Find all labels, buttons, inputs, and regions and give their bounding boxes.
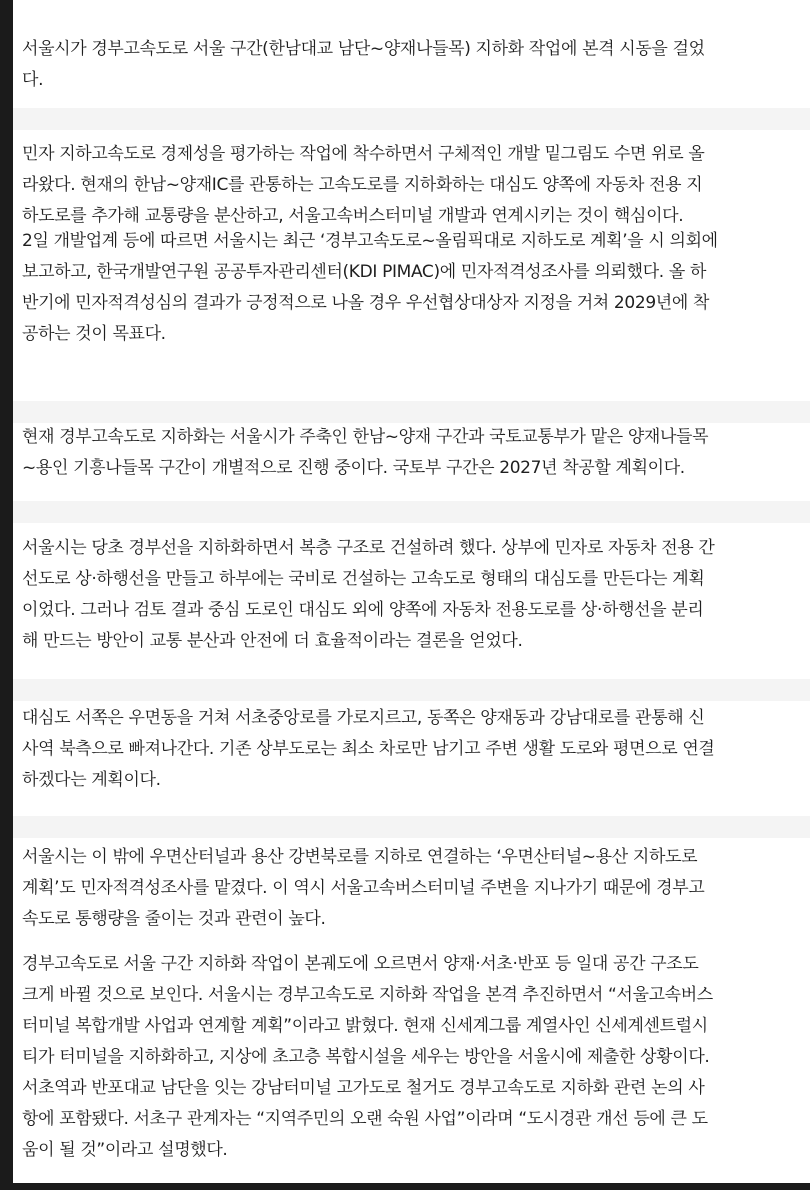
text-line: 경부고속도로 서울 구간 지하화 작업이 본궤도에 오르면서 양재·서초·반포 등 일대 공간 구조도 [22, 954, 699, 974]
text-line: 서울시가 경부고속도로 서울 구간(한남대교 남단~양재나들목) 지하화 작업에 본격 시동을 걸었 [22, 39, 705, 59]
text-line: 다. [22, 70, 44, 90]
text-line: 터미널 복합개발 사업과 연계할 계획”이라고 밝혔다. 현재 신세계그룹 계열사인 신세계센트럴시 [22, 1016, 708, 1036]
article-paragraph-3 [22, 226, 802, 350]
paragraph-separator [13, 401, 810, 423]
left-frame-border [0, 0, 13, 1190]
text-line: 선도로 상·하행선을 만들고 하부에는 국비로 건설하는 고속도로 형태의 대심도를 만든다는 계획 [22, 569, 705, 589]
text-line: 서울시는 당초 경부선을 지하화하면서 복층 구조로 건설하려 했다. 상부에 민자로 자동차 전용 간 [22, 538, 715, 558]
text-line: 움이 될 것”이라고 설명했다. [22, 1140, 228, 1160]
text-line: 사역 북측으로 빠져나간다. 기존 상부도로는 최소 차로만 남기고 주변 생활 도로와 평면으로 연결 [22, 739, 715, 759]
text-line: ~용인 기흥나들목 구간이 개별적으로 진행 중이다. 국토부 구간은 2027년 착공할 계획이다. [22, 458, 685, 478]
article-paragraph-6 [22, 703, 802, 796]
paragraph-separator [13, 679, 810, 701]
paragraph-separator [13, 816, 810, 838]
text-line: 반기에 민자적격성심의 결과가 긍정적으로 나올 경우 우선협상대상자 지정을 거쳐 2029년에 착 [22, 293, 710, 313]
paragraph-separator [13, 108, 810, 130]
paragraph-separator [13, 501, 810, 523]
text-line: 민자 지하고속도로 경제성을 평가하는 작업에 착수하면서 구체적인 개발 밑그림도 수면 위로 올 [22, 144, 705, 164]
text-line: 공하는 것이 목표다. [22, 324, 166, 344]
text-line: 하도로를 추가해 교통량을 분산하고, 서울고속버스터미널 개발과 연계시키는 것이 핵심이다. [22, 206, 684, 226]
text-line: 계획’도 민자적격성조사를 맡겼다. 이 역시 서울고속버스터미널 주변을 지나가기 때문에 경부고 [22, 878, 705, 898]
text-line: 보고하고, 한국개발연구원 공공투자관리센터(KDI PIMAC)에 민자적격성조사를 의뢰했다. 올 하 [22, 262, 707, 282]
text-line: 항에 포함됐다. 서초구 관계자는 “지역주민의 오랜 숙원 사업”이라며 “도시경관 개선 등에 큰 도 [22, 1109, 708, 1129]
article-paragraph-2 [22, 139, 802, 232]
text-line: 티가 터미널을 지하화하고, 지상에 초고층 복합시설을 세우는 방안을 서울시에 제출한 상황이다. [22, 1047, 710, 1067]
article-paragraph-7 [22, 842, 802, 935]
text-line: 하겠다는 계획이다. [22, 770, 161, 790]
text-line: 서초역과 반포대교 남단을 잇는 강남터미널 고가도로 철거도 경부고속도로 지하화 관련 논의 사 [22, 1078, 705, 1098]
bottom-frame-border [0, 1183, 810, 1190]
text-line: 이었다. 그러나 검토 결과 중심 도로인 대심도 외에 양쪽에 자동차 전용도로를 상·하행선을 분리 [22, 600, 704, 620]
article-paragraph-4 [22, 422, 802, 484]
text-line: 크게 바뀔 것으로 보인다. 서울시는 경부고속도로 지하화 작업을 본격 추진하면서 “서울고속버스 [22, 985, 713, 1005]
article-paragraph-1 [22, 34, 802, 96]
text-line: 속도로 통행량을 줄이는 것과 관련이 높다. [22, 909, 326, 929]
text-line: 현재 경부고속도로 지하화는 서울시가 주축인 한남~양재 구간과 국토교통부가 맡은 양재나들목 [22, 427, 709, 447]
text-line: 2일 개발업계 등에 따르면 서울시는 최근 ‘경부고속도로~올림픽대로 지하도로 계획’을 시 의회에 [22, 231, 718, 251]
text-line: 서울시는 이 밖에 우면산터널과 용산 강변북로를 지하로 연결하는 ‘우면산터널~용산 지하도로 [22, 847, 698, 867]
text-line: 대심도 서쪽은 우면동을 거쳐 서초중앙로를 가로지르고, 동쪽은 양재동과 강남대로를 관통해 신 [22, 708, 705, 728]
text-line: 해 만드는 방안이 교통 분산과 안전에 더 효율적이라는 결론을 얻었다. [22, 631, 523, 651]
text-line: 라왔다. 현재의 한남~양재IC를 관통하는 고속도로를 지하화하는 대심도 양쪽에 자동차 전용 지 [22, 175, 703, 195]
article-paragraph-5 [22, 533, 802, 657]
article-paragraph-8 [22, 949, 802, 1166]
